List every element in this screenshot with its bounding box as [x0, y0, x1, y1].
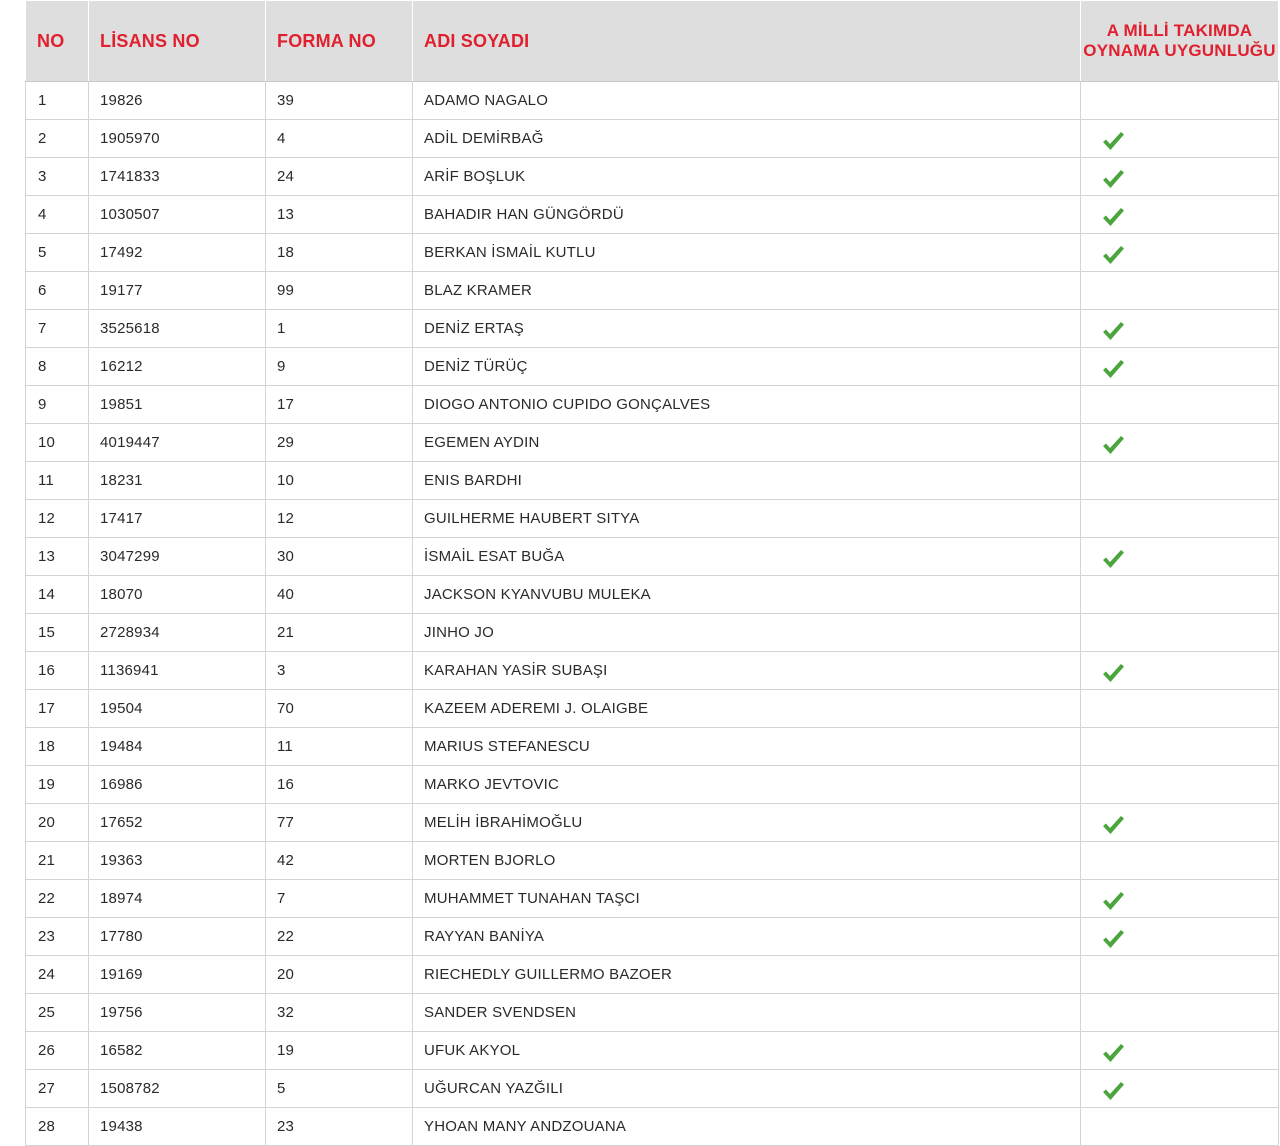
- cell-eligibility: [1081, 158, 1279, 196]
- cell-no: 3: [26, 158, 89, 196]
- cell-eligibility: [1081, 538, 1279, 576]
- cell-no: 22: [26, 880, 89, 918]
- cell-full-name: MUHAMMET TUNAHAN TAŞCI: [413, 880, 1081, 918]
- cell-license-no: 19169: [89, 956, 266, 994]
- cell-full-name: ADİL DEMİRBAĞ: [413, 120, 1081, 158]
- cell-license-no: 19438: [89, 1108, 266, 1146]
- table-row: [26, 120, 1279, 158]
- cell-license-no: 18231: [89, 462, 266, 500]
- table-row: [26, 82, 1279, 120]
- check-icon: [1101, 130, 1125, 152]
- cell-no: 1: [26, 82, 89, 120]
- cell-jersey-no: 10: [266, 462, 413, 500]
- cell-jersey-no: 16: [266, 766, 413, 804]
- table-row: [26, 994, 1279, 1032]
- table-row: [26, 196, 1279, 234]
- check-icon: [1101, 168, 1125, 190]
- cell-full-name: MARIUS STEFANESCU: [413, 728, 1081, 766]
- cell-eligibility: [1081, 804, 1279, 842]
- table-row: [26, 1108, 1279, 1146]
- cell-jersey-no: 30: [266, 538, 413, 576]
- cell-no: 26: [26, 1032, 89, 1070]
- cell-jersey-no: 22: [266, 918, 413, 956]
- cell-no: 24: [26, 956, 89, 994]
- cell-license-no: 19756: [89, 994, 266, 1032]
- cell-license-no: 17492: [89, 234, 266, 272]
- cell-full-name: MARKO JEVTOVIC: [413, 766, 1081, 804]
- cell-no: 7: [26, 310, 89, 348]
- cell-no: 9: [26, 386, 89, 424]
- cell-full-name: DIOGO ANTONIO CUPIDO GONÇALVES: [413, 386, 1081, 424]
- cell-license-no: 1741833: [89, 158, 266, 196]
- cell-no: 23: [26, 918, 89, 956]
- cell-eligibility: [1081, 82, 1279, 120]
- cell-eligibility: [1081, 120, 1279, 158]
- header-no: NO: [26, 1, 89, 82]
- table-row: [26, 500, 1279, 538]
- cell-full-name: BERKAN İSMAİL KUTLU: [413, 234, 1081, 272]
- table-row: [26, 1070, 1279, 1108]
- check-icon: [1101, 1080, 1125, 1102]
- cell-license-no: 1136941: [89, 652, 266, 690]
- check-icon: [1101, 814, 1125, 836]
- check-icon: [1101, 320, 1125, 342]
- check-icon: [1101, 358, 1125, 380]
- table-row: [26, 652, 1279, 690]
- cell-license-no: 3047299: [89, 538, 266, 576]
- cell-no: 18: [26, 728, 89, 766]
- cell-no: 2: [26, 120, 89, 158]
- cell-license-no: 19504: [89, 690, 266, 728]
- cell-full-name: KARAHAN YASİR SUBAŞI: [413, 652, 1081, 690]
- table-row: [26, 804, 1279, 842]
- cell-jersey-no: 9: [266, 348, 413, 386]
- cell-jersey-no: 12: [266, 500, 413, 538]
- cell-full-name: BAHADIR HAN GÜNGÖRDÜ: [413, 196, 1081, 234]
- cell-eligibility: [1081, 956, 1279, 994]
- table-row: [26, 538, 1279, 576]
- header-license-no: LİSANS NO: [89, 1, 266, 82]
- table-row: [26, 614, 1279, 652]
- cell-no: 8: [26, 348, 89, 386]
- cell-full-name: MELİH İBRAHİMOĞLU: [413, 804, 1081, 842]
- cell-no: 14: [26, 576, 89, 614]
- table-body: [26, 82, 1279, 1146]
- cell-no: 28: [26, 1108, 89, 1146]
- table-row: [26, 1032, 1279, 1070]
- cell-eligibility: [1081, 614, 1279, 652]
- cell-jersey-no: 17: [266, 386, 413, 424]
- check-icon: [1101, 662, 1125, 684]
- cell-full-name: GUILHERME HAUBERT SITYA: [413, 500, 1081, 538]
- cell-full-name: YHOAN MANY ANDZOUANA: [413, 1108, 1081, 1146]
- cell-full-name: ENIS BARDHI: [413, 462, 1081, 500]
- cell-jersey-no: 99: [266, 272, 413, 310]
- cell-license-no: 19851: [89, 386, 266, 424]
- cell-jersey-no: 24: [266, 158, 413, 196]
- cell-license-no: 17417: [89, 500, 266, 538]
- cell-eligibility: [1081, 918, 1279, 956]
- cell-license-no: 1030507: [89, 196, 266, 234]
- check-icon: [1101, 1042, 1125, 1064]
- cell-eligibility: [1081, 196, 1279, 234]
- cell-license-no: 17652: [89, 804, 266, 842]
- cell-license-no: 19363: [89, 842, 266, 880]
- cell-no: 5: [26, 234, 89, 272]
- cell-eligibility: [1081, 500, 1279, 538]
- cell-license-no: 1508782: [89, 1070, 266, 1108]
- cell-full-name: DENİZ TÜRÜÇ: [413, 348, 1081, 386]
- cell-no: 21: [26, 842, 89, 880]
- cell-no: 12: [26, 500, 89, 538]
- check-icon: [1101, 244, 1125, 266]
- cell-no: 11: [26, 462, 89, 500]
- cell-eligibility: [1081, 1108, 1279, 1146]
- table-row: [26, 462, 1279, 500]
- cell-jersey-no: 18: [266, 234, 413, 272]
- cell-eligibility: [1081, 842, 1279, 880]
- cell-eligibility: [1081, 994, 1279, 1032]
- cell-full-name: ARİF BOŞLUK: [413, 158, 1081, 196]
- cell-license-no: 19826: [89, 82, 266, 120]
- cell-eligibility: [1081, 652, 1279, 690]
- check-icon: [1101, 434, 1125, 456]
- cell-jersey-no: 39: [266, 82, 413, 120]
- cell-full-name: KAZEEM ADEREMI J. OLAIGBE: [413, 690, 1081, 728]
- header-full-name: ADI SOYADI: [413, 1, 1081, 82]
- cell-jersey-no: 11: [266, 728, 413, 766]
- cell-license-no: 16212: [89, 348, 266, 386]
- table-row: [26, 424, 1279, 462]
- cell-no: 20: [26, 804, 89, 842]
- cell-no: 4: [26, 196, 89, 234]
- cell-jersey-no: 3: [266, 652, 413, 690]
- cell-no: 17: [26, 690, 89, 728]
- cell-full-name: İSMAİL ESAT BUĞA: [413, 538, 1081, 576]
- cell-jersey-no: 77: [266, 804, 413, 842]
- table-header: [26, 1, 1279, 82]
- cell-no: 27: [26, 1070, 89, 1108]
- cell-no: 15: [26, 614, 89, 652]
- cell-jersey-no: 20: [266, 956, 413, 994]
- cell-license-no: 4019447: [89, 424, 266, 462]
- cell-eligibility: [1081, 766, 1279, 804]
- cell-full-name: DENİZ ERTAŞ: [413, 310, 1081, 348]
- cell-license-no: 19484: [89, 728, 266, 766]
- cell-license-no: 3525618: [89, 310, 266, 348]
- cell-eligibility: [1081, 880, 1279, 918]
- cell-jersey-no: 19: [266, 1032, 413, 1070]
- check-icon: [1101, 890, 1125, 912]
- table-row: [26, 842, 1279, 880]
- cell-license-no: 18070: [89, 576, 266, 614]
- cell-eligibility: [1081, 1070, 1279, 1108]
- cell-eligibility: [1081, 386, 1279, 424]
- cell-jersey-no: 5: [266, 1070, 413, 1108]
- cell-full-name: RAYYAN BANİYA: [413, 918, 1081, 956]
- table-row: [26, 310, 1279, 348]
- cell-jersey-no: 21: [266, 614, 413, 652]
- cell-eligibility: [1081, 462, 1279, 500]
- cell-no: 25: [26, 994, 89, 1032]
- table-row: [26, 158, 1279, 196]
- cell-license-no: 19177: [89, 272, 266, 310]
- cell-jersey-no: 23: [266, 1108, 413, 1146]
- table-row: [26, 690, 1279, 728]
- cell-license-no: 18974: [89, 880, 266, 918]
- cell-full-name: JINHO JO: [413, 614, 1081, 652]
- cell-eligibility: [1081, 690, 1279, 728]
- check-icon: [1101, 928, 1125, 950]
- cell-full-name: BLAZ KRAMER: [413, 272, 1081, 310]
- cell-eligibility: [1081, 272, 1279, 310]
- cell-jersey-no: 13: [266, 196, 413, 234]
- cell-no: 10: [26, 424, 89, 462]
- table-row: [26, 766, 1279, 804]
- table-row: [26, 918, 1279, 956]
- cell-eligibility: [1081, 576, 1279, 614]
- cell-jersey-no: 40: [266, 576, 413, 614]
- cell-license-no: 16582: [89, 1032, 266, 1070]
- cell-eligibility: [1081, 424, 1279, 462]
- cell-eligibility: [1081, 1032, 1279, 1070]
- table-row: [26, 234, 1279, 272]
- table-row: [26, 956, 1279, 994]
- cell-jersey-no: 42: [266, 842, 413, 880]
- cell-full-name: UFUK AKYOL: [413, 1032, 1081, 1070]
- cell-no: 16: [26, 652, 89, 690]
- cell-license-no: 1905970: [89, 120, 266, 158]
- cell-no: 13: [26, 538, 89, 576]
- header-row: [26, 1, 1279, 82]
- cell-full-name: MORTEN BJORLO: [413, 842, 1081, 880]
- cell-jersey-no: 1: [266, 310, 413, 348]
- cell-jersey-no: 7: [266, 880, 413, 918]
- cell-no: 6: [26, 272, 89, 310]
- table-row: [26, 880, 1279, 918]
- check-icon: [1101, 206, 1125, 228]
- header-jersey-no: FORMA NO: [266, 1, 413, 82]
- cell-full-name: ADAMO NAGALO: [413, 82, 1081, 120]
- cell-license-no: 2728934: [89, 614, 266, 652]
- squad-table: [25, 0, 1279, 1146]
- cell-full-name: UĞURCAN YAZĞILI: [413, 1070, 1081, 1108]
- table-row: [26, 576, 1279, 614]
- table-row: [26, 386, 1279, 424]
- cell-jersey-no: 32: [266, 994, 413, 1032]
- cell-eligibility: [1081, 234, 1279, 272]
- cell-full-name: RIECHEDLY GUILLERMO BAZOER: [413, 956, 1081, 994]
- cell-license-no: 17780: [89, 918, 266, 956]
- table-row: [26, 272, 1279, 310]
- cell-full-name: EGEMEN AYDIN: [413, 424, 1081, 462]
- table-row: [26, 728, 1279, 766]
- cell-eligibility: [1081, 728, 1279, 766]
- cell-full-name: JACKSON KYANVUBU MULEKA: [413, 576, 1081, 614]
- cell-license-no: 16986: [89, 766, 266, 804]
- cell-no: 19: [26, 766, 89, 804]
- cell-eligibility: [1081, 348, 1279, 386]
- cell-jersey-no: 4: [266, 120, 413, 158]
- cell-jersey-no: 70: [266, 690, 413, 728]
- cell-eligibility: [1081, 310, 1279, 348]
- table-row: [26, 348, 1279, 386]
- check-icon: [1101, 548, 1125, 570]
- header-eligibility: A MİLLİ TAKIMDA OYNAMA UYGUNLUĞU: [1081, 1, 1279, 82]
- cell-jersey-no: 29: [266, 424, 413, 462]
- cell-full-name: SANDER SVENDSEN: [413, 994, 1081, 1032]
